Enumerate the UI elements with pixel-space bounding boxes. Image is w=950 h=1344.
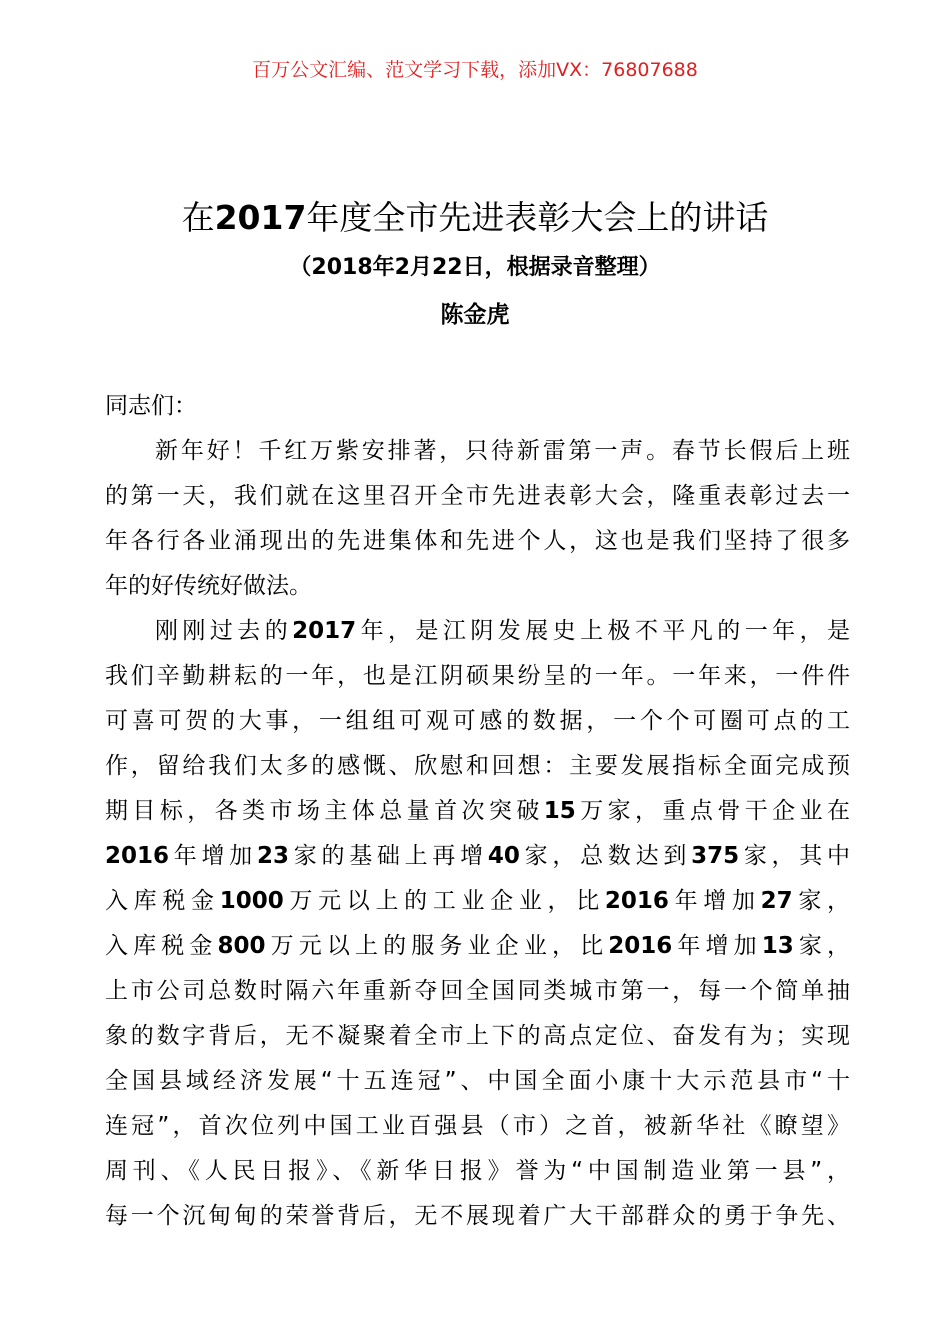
body-line: 入库税金1000万元以上的工业企业，比2016年增加27家， xyxy=(105,888,850,914)
body-line: 的第一天，我们就在这里召开全市先进表彰大会，隆重表彰过去一 xyxy=(105,483,850,509)
body-line: 刚刚过去的2017年，是江阴发展史上极不平凡的一年，是 xyxy=(155,618,850,644)
title-text: 在2017年度全市先进表彰大会上的讲话 xyxy=(181,198,769,237)
body-line: 年各行各业涌现出的先进集体和先进个人，这也是我们坚持了很多 xyxy=(105,528,850,554)
watermark-text: 百万公文汇编、范文学习下载，添加VX：76807688 xyxy=(252,59,698,81)
document-subtitle: （2018年2月22日，根据录音整理） xyxy=(289,255,661,280)
body-line: 全国县域经济发展“十五连冠”、中国全面小康十大示范县市“十 xyxy=(105,1068,850,1094)
salutation: 同志们： xyxy=(105,393,197,419)
document-author: 陈金虎 xyxy=(440,302,510,328)
body-line: 作，留给我们太多的感慨、欣慰和回想：主要发展指标全面完成预 xyxy=(105,753,850,779)
body-line: 2016年增加23家的基础上再增40家，总数达到375家，其中 xyxy=(105,843,850,869)
body-line: 周刊、《人民日报》、《新华日报》誉为“中国制造业第一县”， xyxy=(105,1158,850,1184)
body-line: 新年好！千红万紫安排著，只待新雷第一声。春节长假后上班 xyxy=(155,438,850,464)
body-line: 期目标，各类市场主体总量首次突破15万家，重点骨干企业在 xyxy=(105,798,850,824)
body-line: 年的好传统好做法。 xyxy=(105,573,312,599)
body-line: 连冠”，首次位列中国工业百强县（市）之首，被新华社《瞭望》 xyxy=(105,1113,850,1139)
body-line: 象的数字背后，无不凝聚着全市上下的高点定位、奋发有为；实现 xyxy=(105,1023,850,1049)
body-line: 我们辛勤耕耘的一年，也是江阴硕果纷呈的一年。一年来，一件件 xyxy=(105,663,850,689)
body-line: 入库税金800万元以上的服务业企业，比2016年增加13家， xyxy=(105,933,850,959)
document-body xyxy=(105,384,850,1239)
document-title xyxy=(0,194,950,242)
body-line: 每一个沉甸甸的荣誉背后，无不展现着广大干部群众的勇于争先、 xyxy=(105,1203,850,1229)
body-line: 上市公司总数时隔六年重新夺回全国同类城市第一，每一个简单抽 xyxy=(105,978,850,1004)
body-line: 可喜可贺的大事，一组组可观可感的数据，一个个可圈可点的工 xyxy=(105,708,850,734)
